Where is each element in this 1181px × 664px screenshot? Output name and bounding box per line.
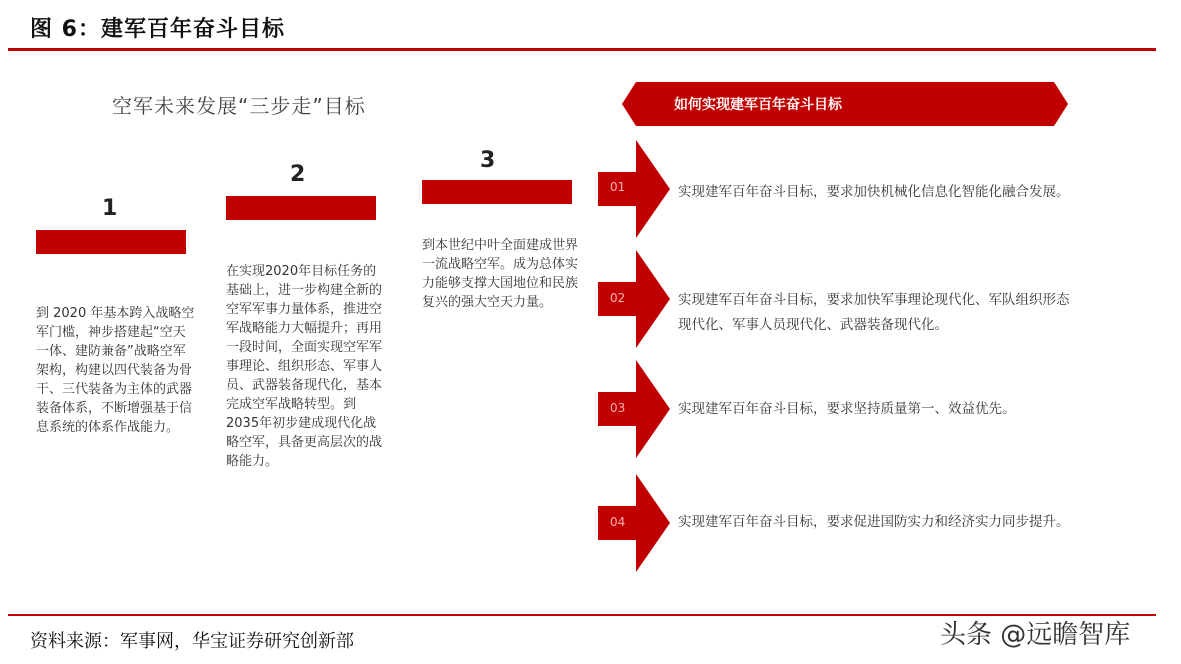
figure-title: 图 6：建军百年奋斗目标 <box>30 17 285 42</box>
step-1-number: 1 <box>102 196 118 221</box>
step-2-bar <box>226 196 376 220</box>
watermark: 头条 @远瞻智库 <box>940 620 1131 650</box>
goal-2-number: 02 <box>610 291 626 305</box>
step-3-text: 到本世纪中叶全面建成世界一流战略空军。成为总体实力能够支撑大国地位和民族复兴的强大空天力量。 <box>422 238 579 310</box>
diagram-title: 空军未来发展“三步走”目标 <box>112 94 366 118</box>
goal-2-arrow <box>598 250 670 348</box>
goal-1-number: 01 <box>610 180 626 194</box>
goal-3-text: 实现建军百年奋斗目标，要求坚持质量第一、效益优先。 <box>678 401 1016 417</box>
source-note: 资料来源：军事网，华宝证券研究创新部 <box>30 631 354 652</box>
goal-4-arrow <box>598 474 670 572</box>
goal-4-text: 实现建军百年奋斗目标，要求促进国防实力和经济实力同步提升。 <box>678 514 1070 530</box>
step-3-bar <box>422 180 572 204</box>
goal-3-number: 03 <box>610 401 626 415</box>
top-rule <box>8 48 1156 51</box>
step-3-number: 3 <box>480 148 496 173</box>
step-2-text: 在实现2020年目标任务的基础上，进一步构建全新的空军军事力量体系，推进空军战略能力大幅提升；再用一段时间，全面实现空军军事理论、组织形态、军事人员、武器装备现代化，基本完成空军战略转型。到2035年初步建成现代化战略空军，具备更高层次的战略能力。 <box>226 264 383 469</box>
step-1-bar <box>36 230 186 254</box>
goal-3-arrow <box>598 360 670 458</box>
banner-label: 如何实现建军百年奋斗目标 <box>674 97 842 113</box>
goal-4-number: 04 <box>610 515 626 529</box>
goal-2-text: 实现建军百年奋斗目标，要求加快军事理论现代化、军队组织形态现代化、军事人员现代化、武器装备现代化。 <box>678 292 1070 333</box>
step-2-number: 2 <box>290 162 306 187</box>
goal-1-arrow <box>598 140 670 238</box>
step-1-text: 到 2020 年基本跨入战略空军门槛，神步搭建起“空天一体、建防兼备”战略空军架构，构建以四代装备为骨干、三代装备为主体的武器装备体系，不断增强基于信息系统的体系作战能力。 <box>36 306 195 435</box>
goal-1-text: 实现建军百年奋斗目标，要求加快机械化信息化智能化融合发展。 <box>678 184 1070 200</box>
